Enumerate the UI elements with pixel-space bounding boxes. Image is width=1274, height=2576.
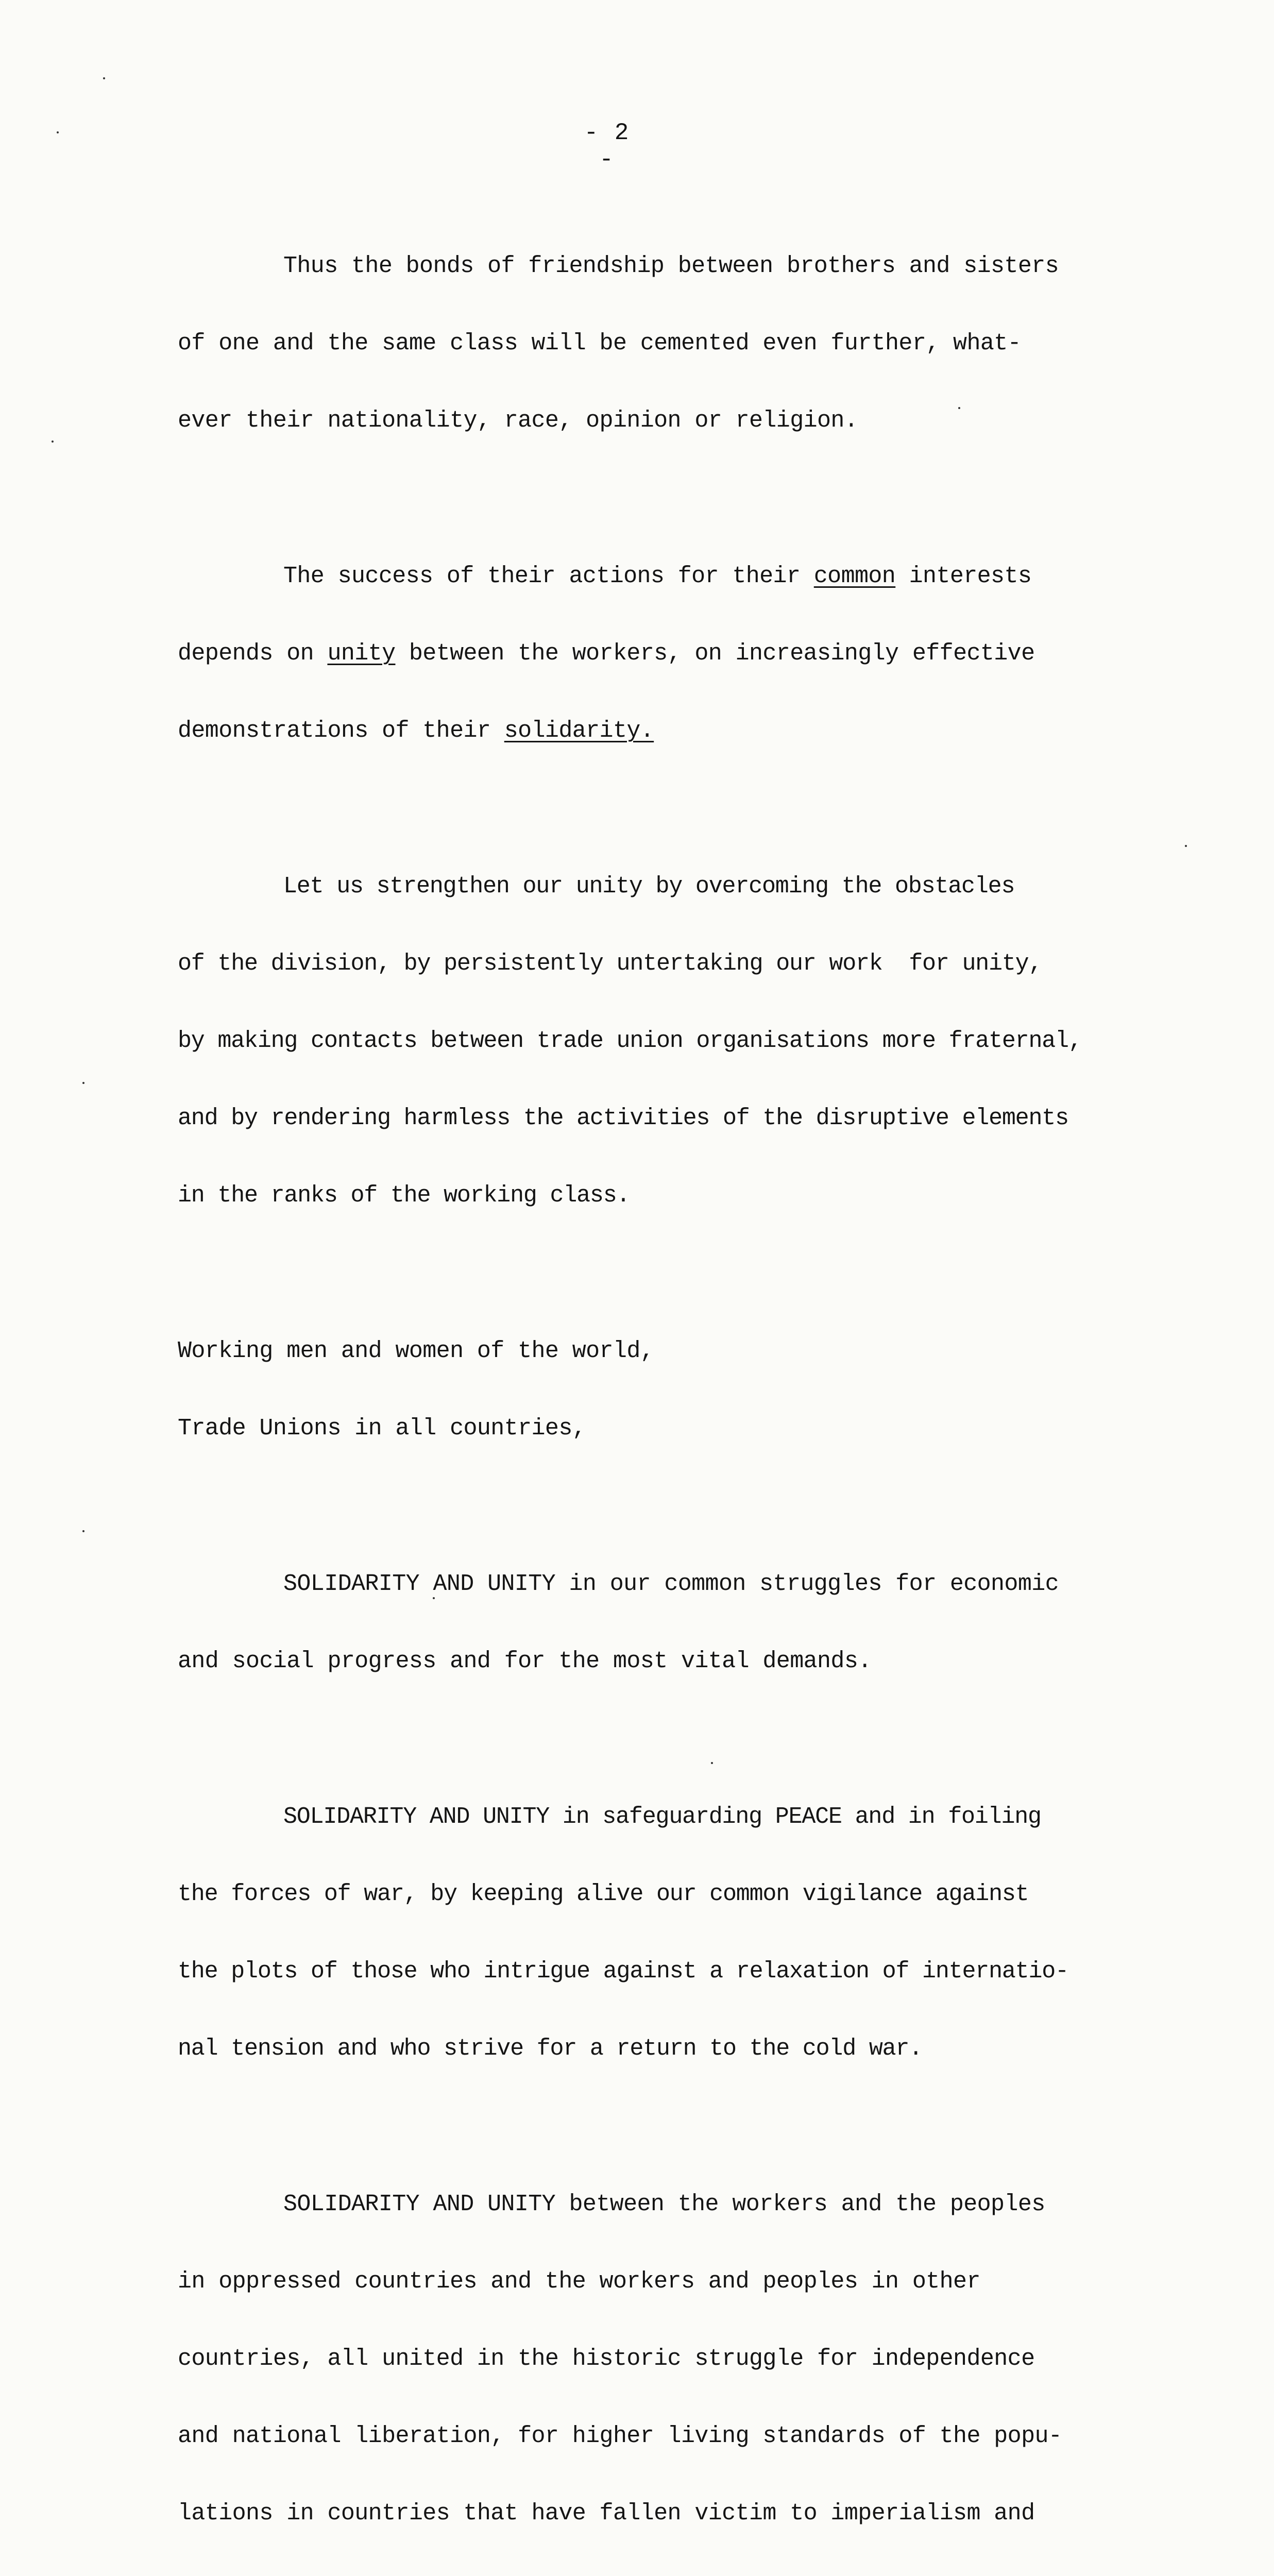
scan-speck xyxy=(52,440,54,443)
document-body xyxy=(178,202,1203,2576)
text-line: by making contacts between trade union organisations more fraternal, xyxy=(178,1028,1082,1054)
paragraph-economic-progress xyxy=(178,1520,1203,1726)
scan-speck xyxy=(1185,845,1187,847)
scan-speck xyxy=(958,407,960,409)
text-line: SOLIDARITY AND UNITY between the workers and the peoples xyxy=(283,2191,1045,2217)
text-line: Let us strengthen our unity by overcoming the obstacles xyxy=(283,873,1015,900)
text-fragment: interests xyxy=(895,563,1032,589)
text-line: nal tension and who strive for a return to the cold war. xyxy=(178,2036,923,2062)
text-fragment: depends on xyxy=(178,640,328,667)
text-line: of the division, by persistently untertaking our work for unity, xyxy=(178,951,1042,977)
text-line: countries, all united in the historic struggle for independence xyxy=(178,2346,1035,2372)
text-line: in oppressed countries and the workers and peoples in other xyxy=(178,2268,980,2295)
text-line: SOLIDARITY AND UNITY in our common struggles for economic xyxy=(283,1571,1059,1597)
text-fragment: demonstrations of their xyxy=(178,718,504,744)
paragraph-salutation xyxy=(178,1287,1203,1493)
text-line xyxy=(178,564,1203,589)
text-line: Trade Unions in all countries, xyxy=(178,1415,586,1442)
paragraph-friendship xyxy=(178,202,1203,485)
paragraph-success xyxy=(178,512,1203,795)
underlined-unity: unity xyxy=(327,640,396,667)
text-line: in the ranks of the working class. xyxy=(178,1182,630,1209)
text-line: of one and the same class will be cemented even further, what- xyxy=(178,330,1022,357)
underlined-solidarity: solidarity. xyxy=(504,718,654,744)
scan-speck xyxy=(103,77,105,79)
underlined-common: common xyxy=(813,563,896,589)
text-line: and by rendering harmless the activities of the disruptive elements xyxy=(178,1105,1068,1131)
text-line: the forces of war, by keeping alive our common vigilance against xyxy=(178,1881,1029,1907)
text-line: Thus the bonds of friendship between brothers and sisters xyxy=(283,253,1059,279)
text-line: SOLIDARITY AND UNITY in safeguarding PEACE and in foiling xyxy=(283,1804,1041,1830)
text-line: Working men and women of the world, xyxy=(178,1338,654,1364)
scan-speck xyxy=(57,131,59,133)
text-line: lations in countries that have fallen victim to imperialism and xyxy=(178,2500,1035,2527)
paragraph-strengthen-unity xyxy=(178,822,1203,1260)
text-fragment: The success of their actions for their xyxy=(283,563,814,589)
paragraph-peace xyxy=(178,1753,1203,2113)
text-line: the plots of those who intrigue against a relaxation of internatio- xyxy=(178,1958,1068,1985)
text-line: and national liberation, for higher living standards of the popu- xyxy=(178,2423,1062,2449)
page-number: - 2 - xyxy=(584,120,630,173)
scan-speck xyxy=(433,1597,435,1599)
scan-speck xyxy=(82,1082,84,1084)
paragraph-oppressed-countries xyxy=(178,2140,1203,2576)
scan-speck xyxy=(711,1762,713,1764)
text-line xyxy=(178,641,1203,667)
text-line: ever their nationality, race, opinion or religion. xyxy=(178,408,858,434)
text-line: and social progress and for the most vital demands. xyxy=(178,1648,872,1674)
scan-speck xyxy=(82,1530,84,1532)
text-fragment: between the workers, on increasingly effective xyxy=(395,640,1035,667)
text-line xyxy=(178,718,1203,744)
